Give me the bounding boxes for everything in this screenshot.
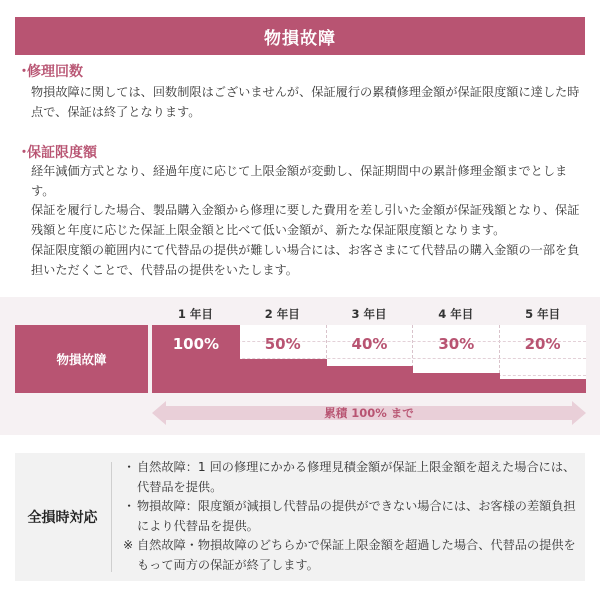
note-item — [123, 536, 581, 575]
depreciation-bar-grid — [152, 325, 586, 393]
section-limit-amount — [17, 143, 587, 280]
paragraph: 物損故障に関しては、回数制限はございませんが、保証履行の累積修理金額が保証限度額に達した時点で、保証は終了となります。 — [31, 85, 580, 119]
total-loss-items — [123, 458, 581, 576]
bullet-mark: ・ — [17, 64, 31, 80]
cumulative-arrow-label: 累積 100% まで — [324, 406, 414, 420]
bar-value-label: 40% — [351, 335, 388, 353]
bullet-mark: ・ — [123, 499, 136, 514]
bar-column — [152, 325, 240, 393]
section-heading-text: 修理回数 — [27, 64, 83, 80]
divider — [111, 462, 112, 572]
paragraph: 保証を履行した場合、製品購入金額から修理に要した費用を差し引いた金額が保証残額となり、保証残額と年度に応じた保証上限金額と比べて低い金額が、新たな保証限度額となります。 — [31, 203, 580, 238]
note-mark: ※ — [123, 538, 134, 553]
bar-value-label: 100% — [172, 335, 220, 353]
section-heading-text: 保証限度額 — [27, 145, 97, 161]
paragraph: 経年減価方式となり、経過年度に応じて上限金額が変動し、保証期間中の累計修理金額までとします。 — [31, 164, 568, 198]
bar-value-label: 50% — [264, 335, 301, 353]
section-body — [17, 83, 587, 122]
bar-column — [499, 325, 586, 393]
bar — [499, 379, 586, 393]
year-header: 5 年目 — [525, 307, 561, 321]
list-item-text: 自然故障：1 回の修理にかかる修理見積金額が保証上限金額を超えた場合には、代替品を提供。 — [137, 460, 576, 494]
bullet-mark: ・ — [17, 145, 31, 161]
bar-column — [326, 325, 414, 393]
year-header: 3 年目 — [351, 307, 387, 321]
page-title: 物損故障 — [15, 17, 585, 55]
paragraph: 保証限度額の範囲内にて代替品の提供が難しい場合には、お客さまにて代替品の購入金額の一部を負担いただくことで、代替品の提供をいたします。 — [31, 242, 580, 277]
bar — [326, 366, 414, 393]
list-item — [123, 497, 581, 536]
note-text: 自然故障・物損故障のどちらかで保証上限金額を超過した場合、代替品の提供をもって両方の保証が終了します。 — [137, 538, 576, 572]
cumulative-arrow — [152, 400, 586, 426]
year-header: 4 年目 — [438, 307, 474, 321]
row-label: 物損故障 — [15, 325, 148, 393]
bar-column — [239, 325, 327, 393]
section-body — [17, 162, 587, 280]
bar — [412, 373, 500, 393]
year-header: 1 年目 — [177, 307, 213, 321]
bar-value-label: 20% — [524, 335, 561, 353]
year-header-row — [152, 304, 586, 324]
bar-column — [412, 325, 500, 393]
section-repair-count — [17, 62, 587, 122]
total-loss-label: 全損時対応 — [27, 510, 98, 526]
section-heading — [17, 143, 587, 161]
list-item-text: 物損故障：限度額が減損し代替品の提供ができない場合には、お客様の差額負担により代替品を提供。 — [137, 499, 576, 533]
bar — [239, 359, 327, 393]
bullet-mark: ・ — [123, 460, 136, 474]
bar-value-label: 30% — [438, 335, 475, 353]
year-header: 2 年目 — [264, 307, 300, 321]
list-item — [123, 458, 581, 497]
section-heading — [17, 62, 587, 80]
